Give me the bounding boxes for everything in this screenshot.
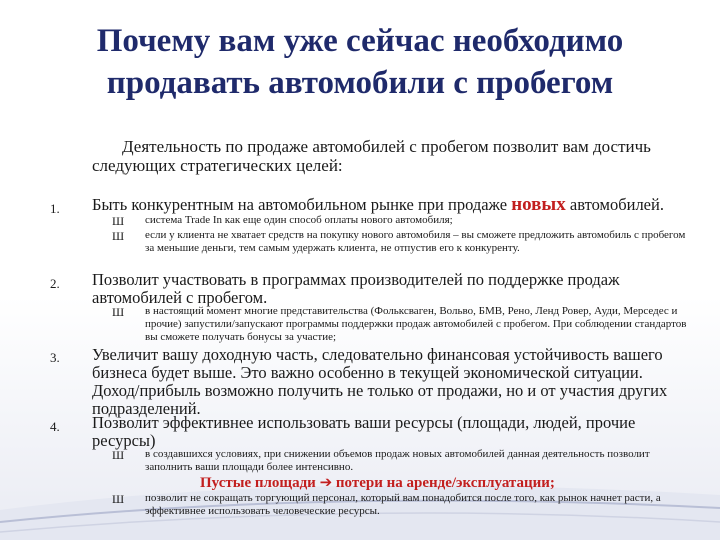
arrow-right-icon: ➔ — [319, 473, 333, 491]
sub-item-4-2: позволит не сокращать торгующий персонал, который вам понадобится после того, как рынок начнет расти, а эффективнее использовать человеческие ресурсы. — [145, 492, 661, 517]
list-item-4: Позволит эффективнее использовать ваши ресурсы (площади, людей, прочие ресурсы) — [92, 413, 636, 450]
emphasis-line — [200, 473, 620, 492]
sub-bullet-4-2: Ш — [112, 492, 125, 506]
list-number-2: 2. — [50, 276, 60, 291]
highlight-new-word: новых — [511, 194, 566, 215]
sub-item-1-2: если у клиента не хватает средств на покупку нового автомобиля – вы сможете предложить автомобиль с пробегом за меньшие деньги, тем самым удержать клиента, не отпустив его к конкуренту. — [145, 229, 686, 254]
sub-bullet-1-1: Ш — [112, 214, 125, 228]
list-item-1-text-end: автомобилей. — [565, 195, 664, 214]
list-number-3: 3. — [50, 350, 60, 365]
sub-item-4-1: в создавшихся условиях, при снижении объемов продаж новых автомобилей данная деятельность позволит заполнить ваши площади более интенсивно. — [145, 448, 650, 473]
list-item-1-text: Быть конкурентным на автомобильном рынке при продаже — [92, 195, 512, 214]
intro-text-content: Деятельность по продаже автомобилей с пробегом позволит вам достичь следующих стратегических целей: — [92, 137, 651, 175]
emphasis-rent-losses: потери на аренде/эксплуатации; — [332, 475, 555, 491]
list-item-3: Увеличит вашу доходную часть, следовательно финансовая устойчивость вашего бизнеса будет выше. Это важно особенно в текущей экономической ситуации. Доход/прибыль возможно получить не только от продажи, но и от участия других подразделений. — [92, 345, 668, 418]
sub-bullet-4-1: Ш — [112, 448, 125, 462]
list-item-2: Позволит участвовать в программах производителей по поддержке продаж автомобилей с пробегом. — [92, 270, 620, 307]
title-line-2: продавать автомобили с пробегом — [106, 65, 614, 101]
sub-item-1-1: система Trade In как еще один способ оплаты нового автомобиля; — [145, 214, 453, 226]
sub-bullet-1-2: Ш — [112, 229, 125, 243]
list-item-1 — [92, 196, 692, 214]
list-number-1: 1. — [50, 201, 60, 216]
sub-item-2-1: в настоящий момент многие представительства (Фольксваген, Вольво, БМВ, Рено, Ленд Ровер, Ауди, Мерседес и прочие) запустили/запускают программы поддержки продаж автомобилей с пробегом. При соблюдении стандартов вы сможете получать бонусы за участие; — [145, 305, 687, 343]
slide-title — [30, 20, 690, 104]
list-number-4: 4. — [50, 419, 60, 434]
title-line-1: Почему вам уже сейчас необходимо — [96, 23, 624, 59]
intro-text — [92, 137, 692, 175]
sub-bullet-2-1: Ш — [112, 305, 125, 319]
emphasis-empty-space: Пустые площади — [200, 475, 316, 491]
